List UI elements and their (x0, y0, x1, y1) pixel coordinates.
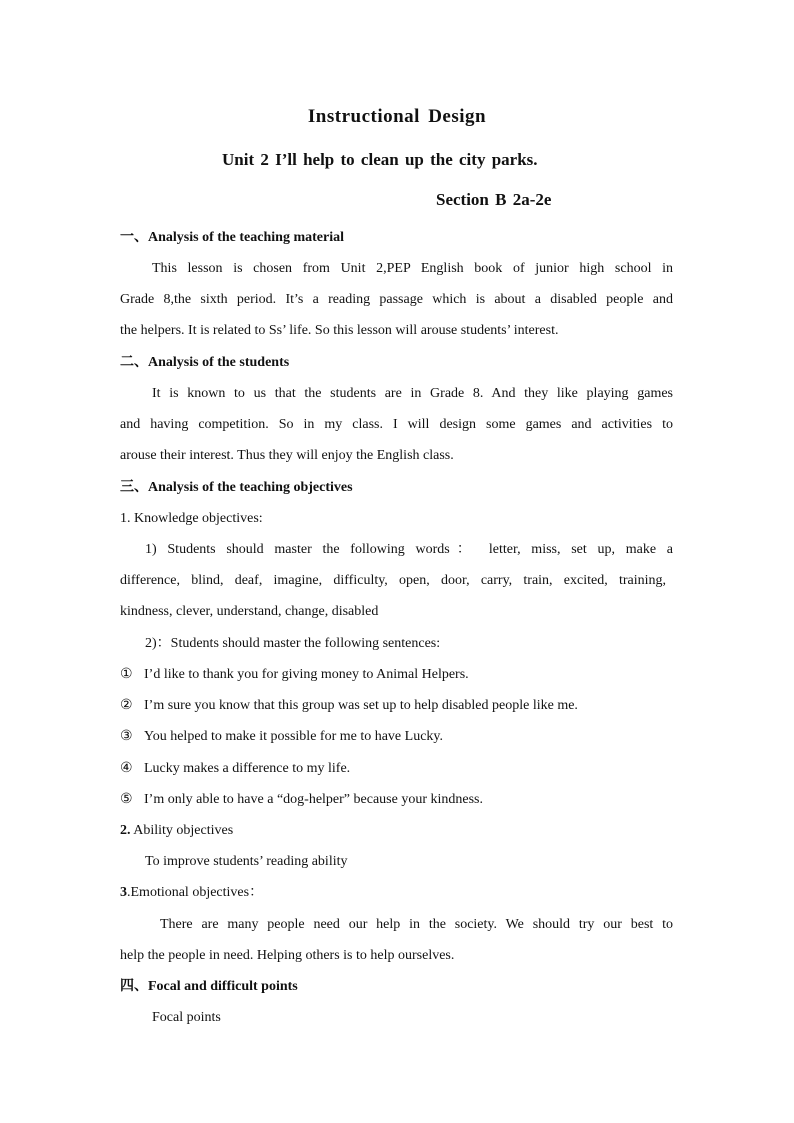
emotional-number: 3 (120, 885, 127, 900)
knowledge-objectives-title: 1. Knowledge objectives: (120, 511, 263, 526)
sentences-title: 2)：Students should master the following sentences: (145, 636, 441, 651)
emotional-objectives-title (120, 883, 263, 903)
words-line: kindness, clever, understand, change, disabled (120, 604, 379, 619)
words-line: 1) Students should master the following words： letter, miss, set up, make a (145, 542, 673, 557)
sentence-number: ② (120, 698, 133, 713)
sentence-number: ⑤ (120, 792, 133, 807)
heading-focal-points: 四、Focal and difficult points (120, 979, 298, 994)
paragraph-line: This lesson is chosen from Unit 2,PEP English book of junior high school in (152, 261, 673, 276)
sentence-text: I’m sure you know that this group was set up to help disabled people like me. (144, 698, 578, 713)
focal-points-label: Focal points (152, 1010, 221, 1025)
paragraph-line: help the people in need. Helping others is to help ourselves. (120, 948, 455, 963)
ability-objectives-title (120, 821, 233, 841)
ability-number: 2. (120, 823, 131, 838)
heading-students: 二、Analysis of the students (120, 355, 290, 370)
sentence-number: ④ (120, 761, 133, 776)
words-line: difference, blind, deaf, imagine, difficulty, open, door, carry, train, excited, training, (120, 573, 666, 588)
paragraph-line: There are many people need our help in the society. We should try our best to (160, 917, 673, 932)
sentence-text: Lucky makes a difference to my life. (144, 761, 351, 776)
sentence-text: I’d like to thank you for giving money to Animal Helpers. (144, 667, 469, 682)
ability-label: Ability objectives (130, 823, 234, 838)
sentence-item (120, 759, 350, 779)
heading-teaching-material: 一、Analysis of the teaching material (120, 230, 344, 245)
paragraph-line: and having competition. So in my class. I will design some games and activities to (120, 417, 673, 432)
paragraph-line: the helpers. It is related to Ss’ life. So this lesson will arouse students’ interest. (120, 323, 559, 338)
emotional-label: .Emotional objectives： (127, 885, 264, 900)
sentence-text: I’m only able to have a “dog-helper” because your kindness. (144, 792, 483, 807)
document-title: Instructional Design (307, 106, 487, 127)
sentence-text: You helped to make it possible for me to have Lucky. (144, 729, 444, 744)
sentence-item (120, 727, 443, 747)
sentence-item (120, 790, 483, 810)
ability-text: To improve students’ reading ability (145, 854, 348, 869)
paragraph-line: It is known to us that the students are in Grade 8. And they like playing games (152, 386, 673, 401)
sentence-number: ① (120, 667, 133, 682)
paragraph-line: Grade 8,the sixth period. It’s a reading passage which is about a disabled people and (120, 292, 673, 307)
sentence-item (120, 696, 578, 716)
unit-subtitle: Unit 2 I’ll help to clean up the city parks. (222, 150, 538, 169)
paragraph-line: arouse their interest. Thus they will enjoy the English class. (120, 448, 454, 463)
sentence-number: ③ (120, 729, 133, 744)
heading-objectives: 三、Analysis of the teaching objectives (120, 480, 353, 495)
section-label: Section B 2a-2e (436, 190, 552, 209)
sentence-item (120, 665, 469, 685)
